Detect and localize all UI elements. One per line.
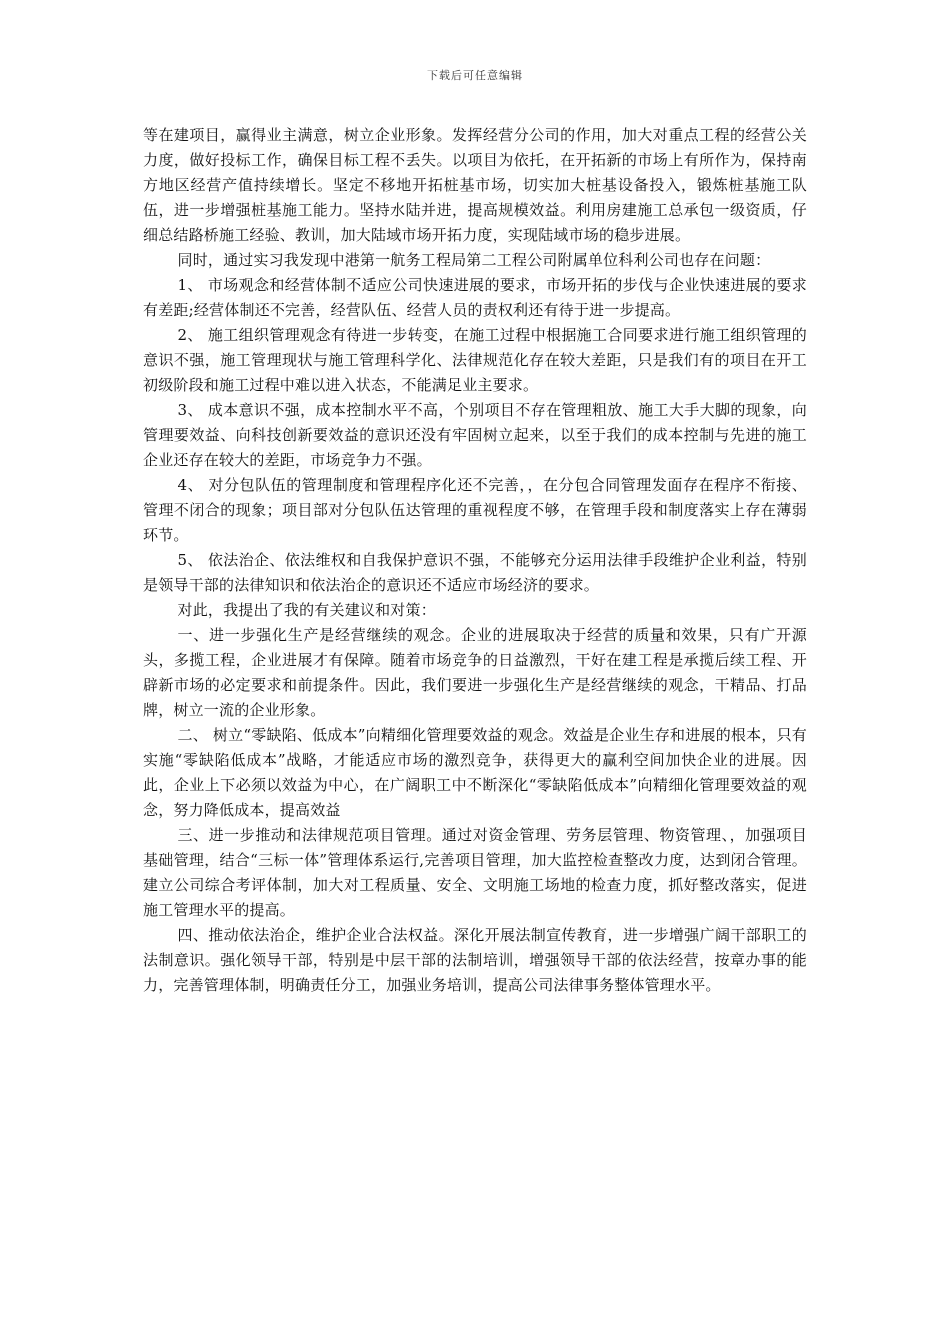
list-item: 2、 施工组织管理观念有待进一步转变，在施工过程中根据施工合同要求进行施工组织管理的意识不强，施工管理现状与施工管理科学化、法律规范化存在较大差距，只是我们有的项目在开工初级阶段和施工过程中难以进入状态，不能满足业主要求。	[143, 326, 807, 394]
paragraph: 对此，我提出了我的有关建议和对策：	[177, 601, 436, 619]
section-paragraph: 三、进一步推动和法律规范项目管理。通过对资金管理、劳务层管理、物资管理、，加强项目基础管理，结合“三标一体”管理体系运行,完善项目管理，加大监控检查整改力度，达到闭合管理。建立公司综合考评体制，加大对工程质量、安全、文明施工场地的检查力度，抓好整改落实，促进施工管理水平的提高。	[143, 826, 807, 919]
paragraph: 等在建项目，赢得业主满意，树立企业形象。发挥经营分公司的作用，加大对重点工程的经营公关力度，做好投标工作，确保目标工程不丢失。以项目为依托，在开拓新的市场上有所作为，保持南方地区经营产值持续增长。坚定不移地开拓桩基市场，切实加大桩基设备投入，锻炼桩基施工队伍，进一步增强桩基施工能力。坚持水陆并进，提高规模效益。利用房建施工总承包一级资质，仔细总结路桥施工经验、教训，加大陆域市场开拓力度，实现陆域市场的稳步进展。	[143, 126, 807, 244]
list-item: 3、 成本意识不强，成本控制水平不高，个别项目不存在管理粗放、施工大手大脚的现象，向管理要效益、向科技创新要效益的意识还没有牢固树立起来，以至于我们的成本控制与先进的施工企业还存在较大的差距，市场竞争力不强。	[143, 401, 807, 469]
section-paragraph: 一、进一步强化生产是经营继续的观念。企业的进展取决于经营的质量和效果，只有广开源头，多揽工程，企业进展才有保障。随着市场竞争的日益激烈，干好在建工程是承揽后续工程、开辟新市场的必定要求和前提条件。因此，我们要进一步强化生产是经营继续的观念，干精品、打品牌，树立一流的企业形象。	[143, 626, 807, 719]
document-body	[143, 123, 807, 998]
list-item: 5、 依法治企、依法维权和自我保护意识不强，不能够充分运用法律手段维护企业利益，特别是领导干部的法律知识和依法治企的意识还不适应市场经济的要求。	[143, 551, 807, 594]
section-paragraph: 四、推动依法治企，维护企业合法权益。深化开展法制宣传教育，进一步增强广阔干部职工的法制意识。强化领导干部，特别是中层干部的法制培训，增强领导干部的依法经营，按章办事的能力，完善管理体制，明确责任分工，加强业务培训，提高公司法律事务整体管理水平。	[143, 926, 807, 994]
paragraph: 同时，通过实习我发现中港第一航务工程局第二工程公司附属单位科利公司也存在问题：	[177, 251, 771, 269]
section-paragraph: 二、 树立“零缺陷、低成本”向精细化管理要效益的观念。效益是企业生存和进展的根本，只有实施“零缺陷低成本”战略，才能适应市场的激烈竞争，获得更大的赢利空间加快企业的进展。因此，企业上下必须以效益为中心，在广阔职工中不断深化“零缺陷低成本”向精细化管理要效益的观念，努力降低成本，提高效益	[143, 726, 807, 819]
list-item: 1、 市场观念和经营体制不适应公司快速进展的要求，市场开拓的步伐与企业快速进展的要求有差距;经营体制还不完善，经营队伍、经营人员的责权利还有待于进一步提高。	[143, 276, 807, 319]
page-header: 下载后可任意编辑	[427, 69, 523, 82]
list-item: 4、 对分包队伍的管理制度和管理程序化还不完善，，在分包合同管理发面存在程序不衔接、管理不闭合的现象；项目部对分包队伍达管理的重视程度不够，在管理手段和制度落实上存在薄弱环节。	[143, 476, 807, 544]
